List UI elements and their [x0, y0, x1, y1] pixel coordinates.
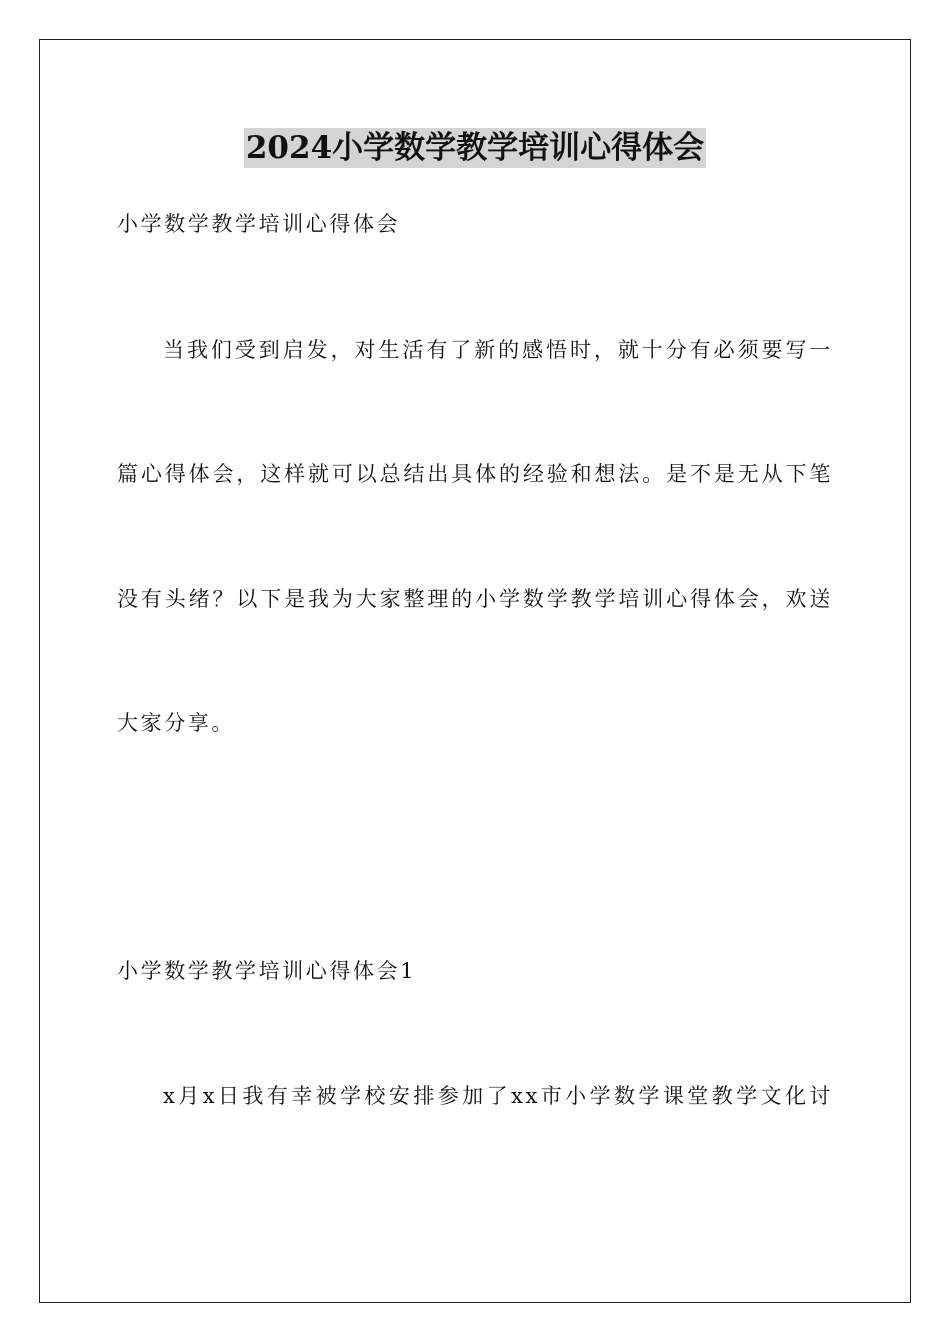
intro-paragraph-line: 没有头绪？以下是我为大家整理的小学数学教学培训心得体会，欢送 [117, 587, 833, 611]
section-heading: 小学数学教学培训心得体会1 [117, 959, 417, 983]
intro-paragraph-line: 大家分享。 [117, 711, 235, 735]
section-paragraph-line: x月x日我有幸被学校安排参加了xx市小学数学课堂教学文化讨 [163, 1084, 833, 1108]
intro-paragraph-line: 篇心得体会，这样就可以总结出具体的经验和想法。是不是无从下笔 [117, 462, 833, 486]
document-subtitle: 小学数学教学培训心得体会 [117, 212, 401, 236]
intro-paragraph-line: 当我们受到启发，对生活有了新的感悟时，就十分有必须要写一 [163, 338, 833, 362]
title-container [0, 128, 950, 168]
document-title: 2024小学数学教学培训心得体会 [245, 130, 705, 166]
